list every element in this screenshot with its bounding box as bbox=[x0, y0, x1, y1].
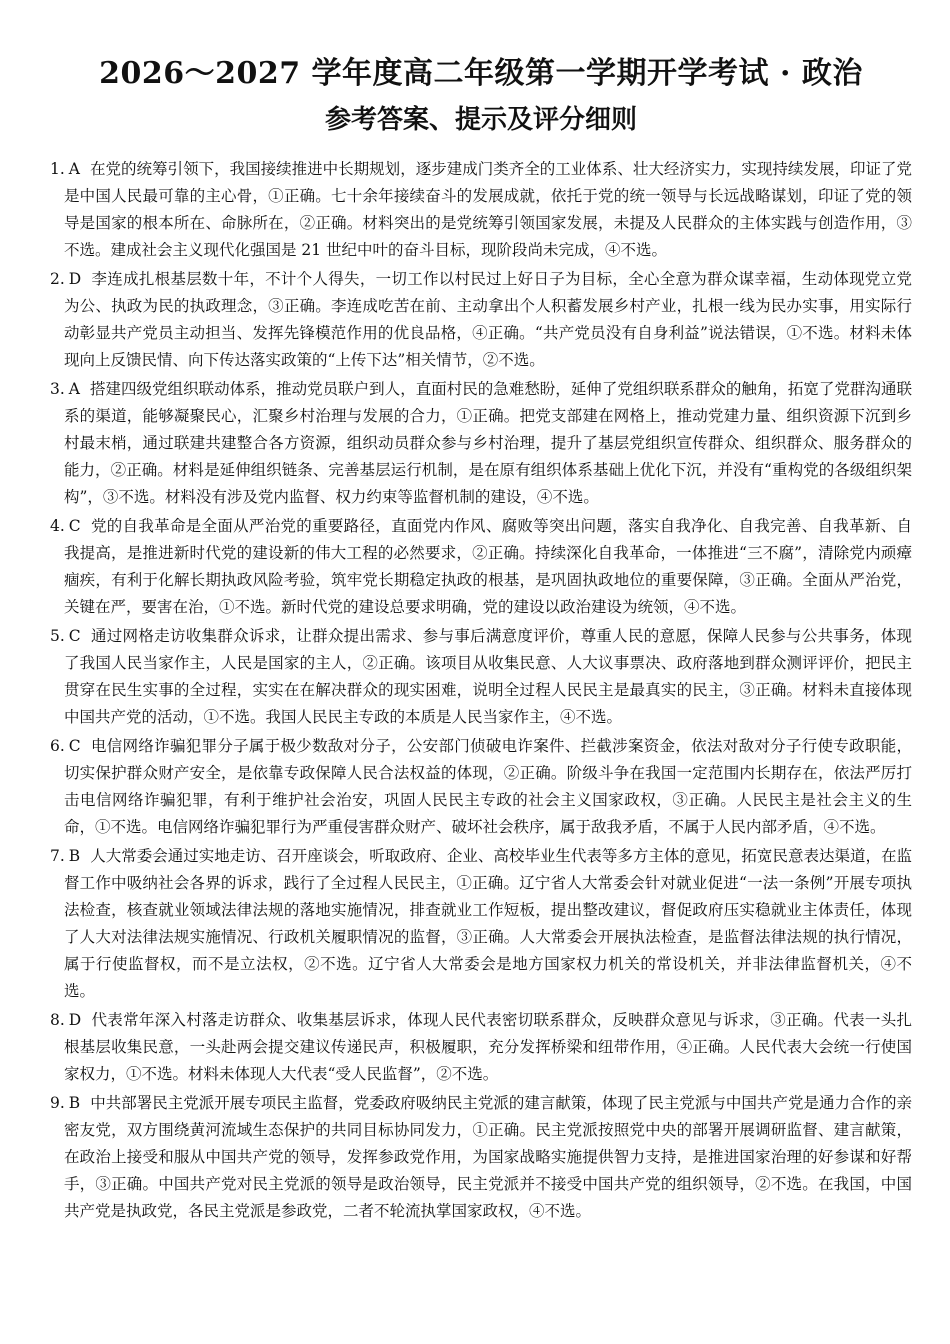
page-title: 2026～2027 学年度高二年级第一学期开学考试 · 政治 bbox=[99, 56, 863, 91]
answer-item-3 bbox=[50, 376, 912, 511]
answer-key: A bbox=[68, 160, 80, 178]
answer-item-7 bbox=[50, 843, 912, 1005]
question-number: 5. bbox=[50, 627, 65, 645]
answer-key: B bbox=[68, 1094, 81, 1112]
answer-key: D bbox=[68, 270, 82, 288]
answer-item-8 bbox=[50, 1007, 912, 1088]
question-number: 1. bbox=[50, 160, 65, 178]
answer-item-9 bbox=[50, 1090, 912, 1225]
answer-item-2 bbox=[50, 266, 912, 374]
answer-item-5 bbox=[50, 623, 912, 731]
question-number: 9. bbox=[50, 1094, 65, 1112]
question-number: 4. bbox=[50, 517, 65, 535]
answer-key: D bbox=[68, 1011, 82, 1029]
answer-explanation: 通过网格走访收集群众诉求，让群众提出需求、参与事后满意度评价，尊重人民的意愿，保障人民参与公共事务，体现了我国人民当家作主，人民是国家的主人，②正确。该项目从收集民意、人大议事票决、政府落地到群众测评评价，把民主贯穿在民生实事的全过程，实实在在解决群众的现实困难，说明全过程人民民主是最真实的民主，③正确。材料未直接体现中国共产党的活动，①不选。我国人民民主专政的本质是人民当家作主，④不选。 bbox=[63, 627, 912, 726]
question-number: 2. bbox=[50, 270, 65, 288]
question-number: 8. bbox=[50, 1011, 65, 1029]
answer-explanation: 党的自我革命是全面从严治党的重要路径，直面党内作风、腐败等突出问题，落实自我净化、自我完善、自我革新、自我提高，是推进新时代党的建设新的伟大工程的必然要求，②正确。持续深化自我革命，一体推进“三不腐”，清除党内顽瘴痼疾，有利于化解长期执政风险考验，筑牢党长期稳定执政的根基，是巩固执政地位的重要保障，③正确。全面从严治党，关键在严，要害在治，①不选。新时代党的建设总要求明确，党的建设以政治建设为统领，④不选。 bbox=[63, 517, 912, 616]
page-subtitle: 参考答案、提示及评分细则 bbox=[324, 105, 637, 135]
answer-key: B bbox=[68, 847, 81, 865]
question-number: 3. bbox=[50, 380, 65, 398]
answer-key: A bbox=[68, 380, 80, 398]
answer-explanation: 代表常年深入村落走访群众、收集基层诉求，体现人民代表密切联系群众，反映群众意见与诉求，③正确。代表一头扎根基层收集民意，一头赴两会提交建议传递民声，积极履职，充分发挥桥梁和纽带作用，④正确。人民代表大会统一行使国家权力，①不选。材料未体现人大代表“受人民监督”，②不选。 bbox=[63, 1011, 912, 1083]
answer-key: C bbox=[68, 627, 81, 645]
question-number: 6. bbox=[50, 737, 65, 755]
answer-item-6 bbox=[50, 733, 912, 841]
answer-list bbox=[50, 156, 912, 1225]
answer-explanation: 中共部署民主党派开展专项民主监督，党委政府吸纳民主党派的建言献策，体现了民主党派与中国共产党是通力合作的亲密友党，双方围绕黄河流域生态保护的共同目标协同发力，①正确。民主党派按照党中央的部署开展调研监督、建言献策，在政治上接受和服从中国共产党的领导，发挥参政党作用，为国家战略实施提供智力支持，是推进国家治理的好参谋和好帮手，③正确。中国共产党对民主党派的领导是政治领导，民主党派并不接受中国共产党的组织领导，②不选。在我国，中国共产党是执政党，各民主党派是参政党，二者不轮流执掌国家政权，④不选。 bbox=[63, 1094, 912, 1220]
answer-explanation: 李连成扎根基层数十年，不计个人得失，一切工作以村民过上好日子为目标，全心全意为群众谋幸福，生动体现党立党为公、执政为民的执政理念，③正确。李连成吃苦在前、主动拿出个人积蓄发展乡村产业，扎根一线为民办实事，用实际行动彰显共产党员主动担当、发挥先锋模范作用的优良品格，④正确。“共产党员没有自身利益”说法错误，①不选。材料未体现向上反馈民情、向下传达落实政策的“上传下达”相关情节，②不选。 bbox=[63, 270, 912, 369]
answer-explanation: 在党的统筹引领下，我国接续推进中长期规划，逐步建成门类齐全的工业体系、壮大经济实力，实现持续发展，印证了党是中国人民最可靠的主心骨，①正确。七十余年接续奋斗的发展成就，依托于党的统一领导与长远战略谋划，印证了党的领导是国家的根本所在、命脉所在，②正确。材料突出的是党统筹引领国家发展，未提及人民群众的主体实践与创造作用，③不选。建成社会主义现代化强国是 21 世纪中叶的奋斗目标，现阶段尚未完成，④不选。 bbox=[63, 160, 912, 259]
answer-explanation: 电信网络诈骗犯罪分子属于极少数敌对分子，公安部门侦破电诈案件、拦截涉案资金，依法对敌对分子行使专政职能，切实保护群众财产安全，是依靠专政保障人民合法权益的体现，②正确。阶级斗争在我国一定范围内长期存在，依法严厉打击电信网络诈骗犯罪，有利于维护社会治安，巩固人民民主专政的社会主义国家政权，③正确。人民民主是社会主义的生命，①不选。电信网络诈骗犯罪行为严重侵害群众财产、破坏社会秩序，属于敌我矛盾，不属于人民内部矛盾，④不选。 bbox=[63, 737, 912, 836]
answer-item-4 bbox=[50, 513, 912, 621]
answer-explanation: 人大常委会通过实地走访、召开座谈会，听取政府、企业、高校毕业生代表等多方主体的意见，拓宽民意表达渠道，在监督工作中吸纳社会各界的诉求，践行了全过程人民民主，①正确。辽宁省人大常委会针对就业促进“一法一条例”开展专项执法检查，核查就业领域法律法规的落地实施情况，排查就业工作短板，提出整改建议，督促政府压实稳就业主体责任，体现了人大对法律法规实施情况、行政机关履职情况的监督，③正确。人大常委会开展执法检查，是监督法律法规的执行情况，属于行使监督权，而不是立法权，②不选。辽宁省人大常委会是地方国家权力机关的常设机关，并非法律监督机关，④不选。 bbox=[63, 847, 912, 1000]
answer-explanation: 搭建四级党组织联动体系，推动党员联户到人，直面村民的急难愁盼，延伸了党组织联系群众的触角，拓宽了党群沟通联系的渠道，能够凝聚民心，汇聚乡村治理与发展的合力，①正确。把党支部建在网格上，推动党建力量、组织资源下沉到乡村最末梢，通过联建共建整合各方资源，组织动员群众参与乡村治理，提升了基层党组织宣传群众、组织群众、服务群众的能力，②正确。材料是延伸组织链条、完善基层运行机制，是在原有组织体系基础上优化下沉，并没有“重构党的各级组织架构”，③不选。材料没有涉及党内监督、权力约束等监督机制的建设，④不选。 bbox=[63, 380, 912, 506]
question-number: 7. bbox=[50, 847, 65, 865]
answer-key: C bbox=[68, 517, 81, 535]
answer-key: C bbox=[68, 737, 81, 755]
answer-item-1 bbox=[50, 156, 912, 264]
